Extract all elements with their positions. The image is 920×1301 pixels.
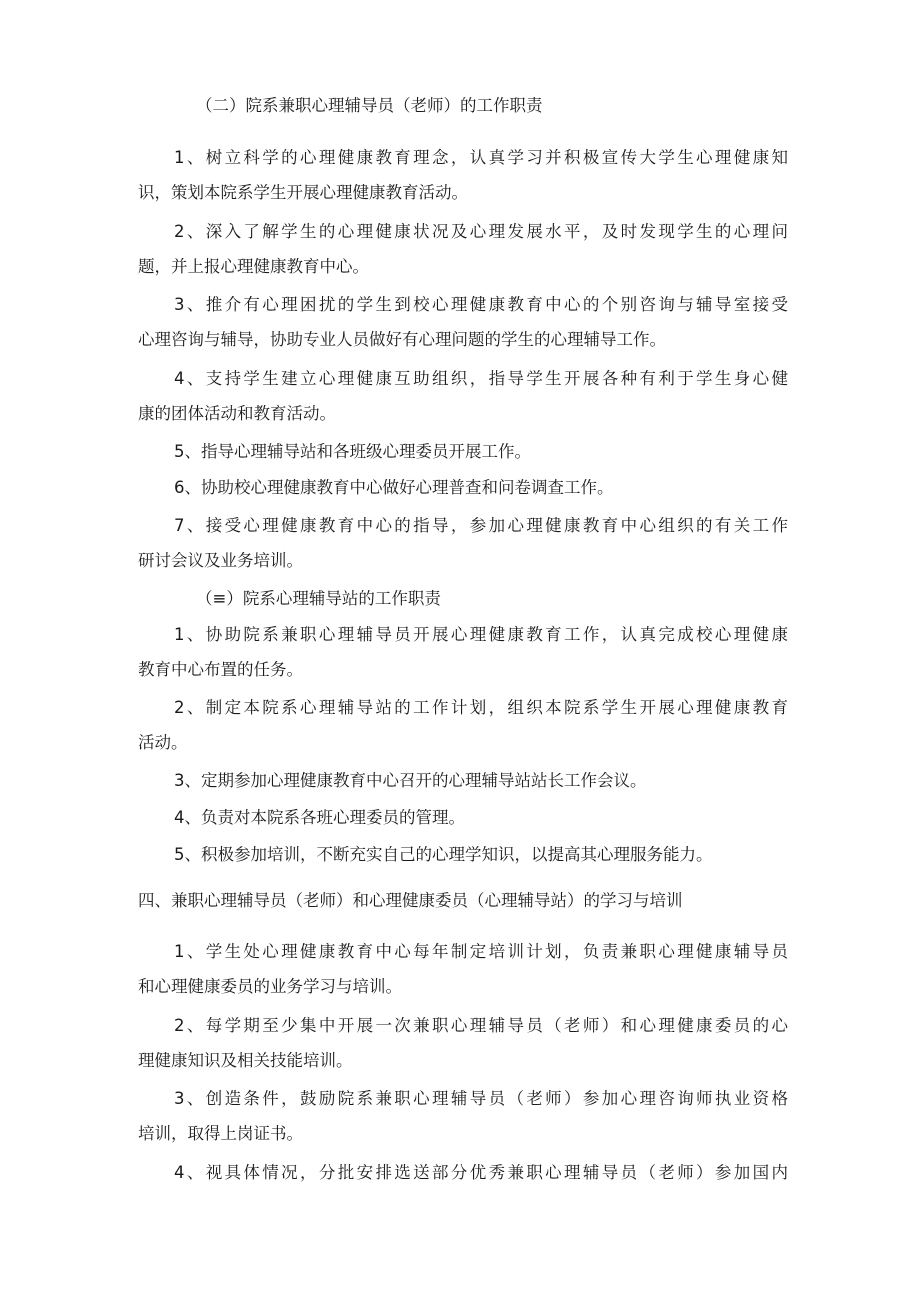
- list-item-2-2-line2: 题，并上报心理健康教育中心。: [138, 257, 369, 276]
- list-item-3-2-line2: 活动。: [138, 733, 188, 752]
- list-item-2-4-line1: 4、支持学生建立心理健康互助组织，指导学生开展各种有利于学生身心健: [174, 369, 788, 388]
- list-item-2-7-line1: 7、接受心理健康教育中心的指导，参加心理健康教育中心组织的有关工作: [174, 516, 788, 535]
- list-item-2-7-line2: 研讨会议及业务培训。: [138, 551, 303, 570]
- section-heading-3: （≡）院系心理辅导站的工作职责: [196, 589, 441, 608]
- list-item-2-3-line1: 3、推介有心理困扰的学生到校心理健康教育中心的个别咨询与辅导室接受: [174, 295, 788, 314]
- list-item-2-5: 5、指导心理辅导站和各班级心理委员开展工作。: [174, 442, 531, 461]
- list-item-4-2-line2: 理健康知识及相关技能培训。: [138, 1051, 353, 1070]
- list-item-4-4-line1: 4、视具体情况，分批安排选送部分优秀兼职心理辅导员（老师）参加国内: [174, 1163, 788, 1182]
- list-item-3-2-line1: 2、制定本院系心理辅导站的工作计划，组织本院系学生开展心理健康教育: [174, 698, 788, 717]
- list-item-4-1-line2: 和心理健康委员的业务学习与培训。: [138, 977, 402, 996]
- list-item-2-3-line2: 心理咨询与辅导，协助专业人员做好有心理问题的学生的心理辅导工作。: [138, 330, 666, 349]
- list-item-3-3: 3、定期参加心理健康教育中心召开的心理辅导站站长工作会议。: [174, 771, 647, 790]
- list-item-3-5: 5、积极参加培训，不断充实自己的心理学知识，以提高其心理服务能力。: [174, 845, 713, 864]
- section-heading-2: （二）院系兼职心理辅导员（老师）的工作职责: [196, 96, 543, 115]
- list-item-2-1-line1: 1、树立科学的心理健康教育理念，认真学习并积极宣传大学生心理健康知: [174, 148, 788, 167]
- list-item-4-3-line1: 3、创造条件，鼓励院系兼职心理辅导员（老师）参加心理咨询师执业资格: [174, 1089, 788, 1108]
- list-item-3-1-line1: 1、协助院系兼职心理辅导员开展心理健康教育工作，认真完成校心理健康: [174, 625, 788, 644]
- list-item-3-1-line2: 教育中心布置的任务。: [138, 660, 303, 679]
- list-item-4-2-line1: 2、每学期至少集中开展一次兼职心理辅导员（老师）和心理健康委员的心: [174, 1016, 788, 1035]
- list-item-4-1-line1: 1、学生处心理健康教育中心每年制定培训计划，负责兼职心理健康辅导员: [174, 942, 788, 961]
- list-item-3-4: 4、负责对本院系各班心理委员的管理。: [174, 808, 465, 827]
- list-item-4-3-line2: 培训，取得上岗证书。: [138, 1124, 303, 1143]
- list-item-2-1-line2: 识，策划本院系学生开展心理健康教育活动。: [138, 183, 468, 202]
- list-item-2-6: 6、协助校心理健康教育中心做好心理普查和问卷调查工作。: [174, 478, 614, 497]
- section-heading-4: 四、兼职心理辅导员（老师）和心理健康委员（心理辅导站）的学习与培训: [138, 891, 683, 910]
- list-item-2-2-line1: 2、深入了解学生的心理健康状况及心理发展水平，及时发现学生的心理问: [174, 222, 788, 241]
- list-item-2-4-line2: 康的团体活动和教育活动。: [138, 404, 336, 423]
